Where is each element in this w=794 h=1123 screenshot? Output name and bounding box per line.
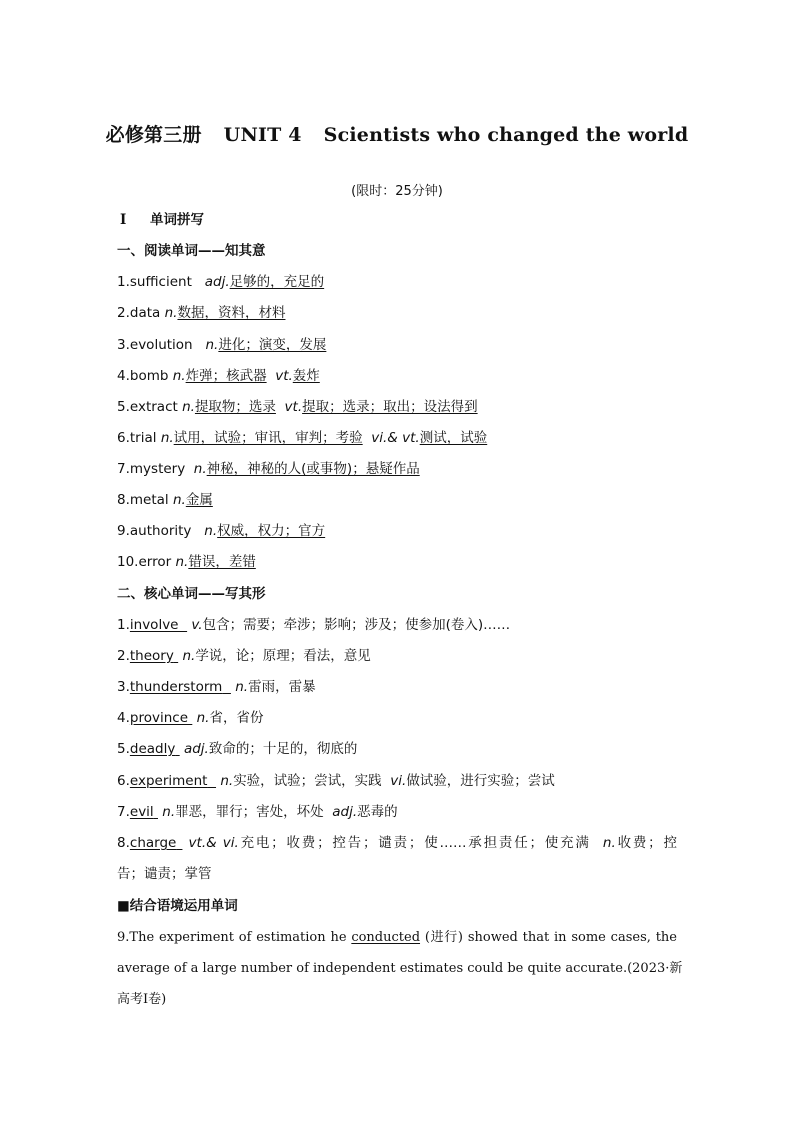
- title-book: 必修第三册: [105, 124, 202, 146]
- section-1-roman: Ⅰ: [120, 212, 127, 228]
- list-item: 10.error n.错误，差错: [117, 554, 256, 570]
- list-item: 8.charge vt.& vi.充电；收费；控告；谴责；使……承担责任；使充满 n.收费；控 告；谴责；掌管: [117, 835, 677, 882]
- title-topic: Scientists who changed the world: [323, 124, 689, 146]
- list-item: 4.bomb n.炸弹；核武器 vt.轰炸: [117, 368, 320, 384]
- list-item: 1.sufficient adj.足够的，充足的: [117, 274, 325, 290]
- part-1-heading: 一、阅读单词——知其意: [117, 243, 266, 259]
- question-9: 9.The experiment of estimation he conducted (进行) showed that in some cases, the average of a large number of independent estimates could be quite accurate.(2023·新 高考Ⅰ卷): [117, 930, 683, 1007]
- time-limit: (限时：25分钟): [351, 184, 443, 199]
- section-1-label: 单词拼写: [150, 212, 204, 228]
- section-1-heading: [120, 210, 204, 230]
- list-item: 8.metal n.金属: [117, 492, 213, 508]
- title-unit: UNIT 4: [223, 124, 302, 146]
- list-item: 3.thunderstorm n.雷雨，雷暴: [117, 679, 316, 695]
- part-2-heading: 二、核心单词——写其形: [117, 586, 266, 602]
- list-item: 2.theory n.学说，论；原理；看法，意见: [117, 648, 371, 664]
- list-item: 6.experiment n.实验，试验；尝试，实践 vi.做试验，进行实验；尝试: [117, 773, 555, 789]
- section-2-heading: ■结合语境运用单词: [117, 898, 238, 914]
- list-item: 7.mystery n.神秘，神秘的人(或事物)；悬疑作品: [117, 461, 420, 477]
- list-item: 7.evil n.罪恶，罪行；害处，坏处 adj.恶毒的: [117, 804, 398, 820]
- page-title: [0, 120, 794, 147]
- list-item: 1.involve v.包含；需要；牵涉；影响；涉及；使参加(卷入)……: [117, 617, 511, 633]
- list-item: 5.deadly adj.致命的；十足的，彻底的: [117, 741, 358, 757]
- answer-blank: conducted: [351, 930, 421, 945]
- list-item: 3.evolution n.进化；演变，发展: [117, 337, 327, 353]
- list-item: 4.province n.省，省份: [117, 710, 264, 726]
- list-item: 5.extract n.提取物；选录 vt.提取；选录；取出；设法得到: [117, 399, 478, 415]
- list-item: 6.trial n.试用，试验；审讯，审判；考验 vi.& vt.测试，试验: [117, 430, 488, 446]
- list-item: 2.data n.数据，资料，材料: [117, 305, 286, 321]
- list-item: 9.authority n.权威，权力；官方: [117, 523, 326, 539]
